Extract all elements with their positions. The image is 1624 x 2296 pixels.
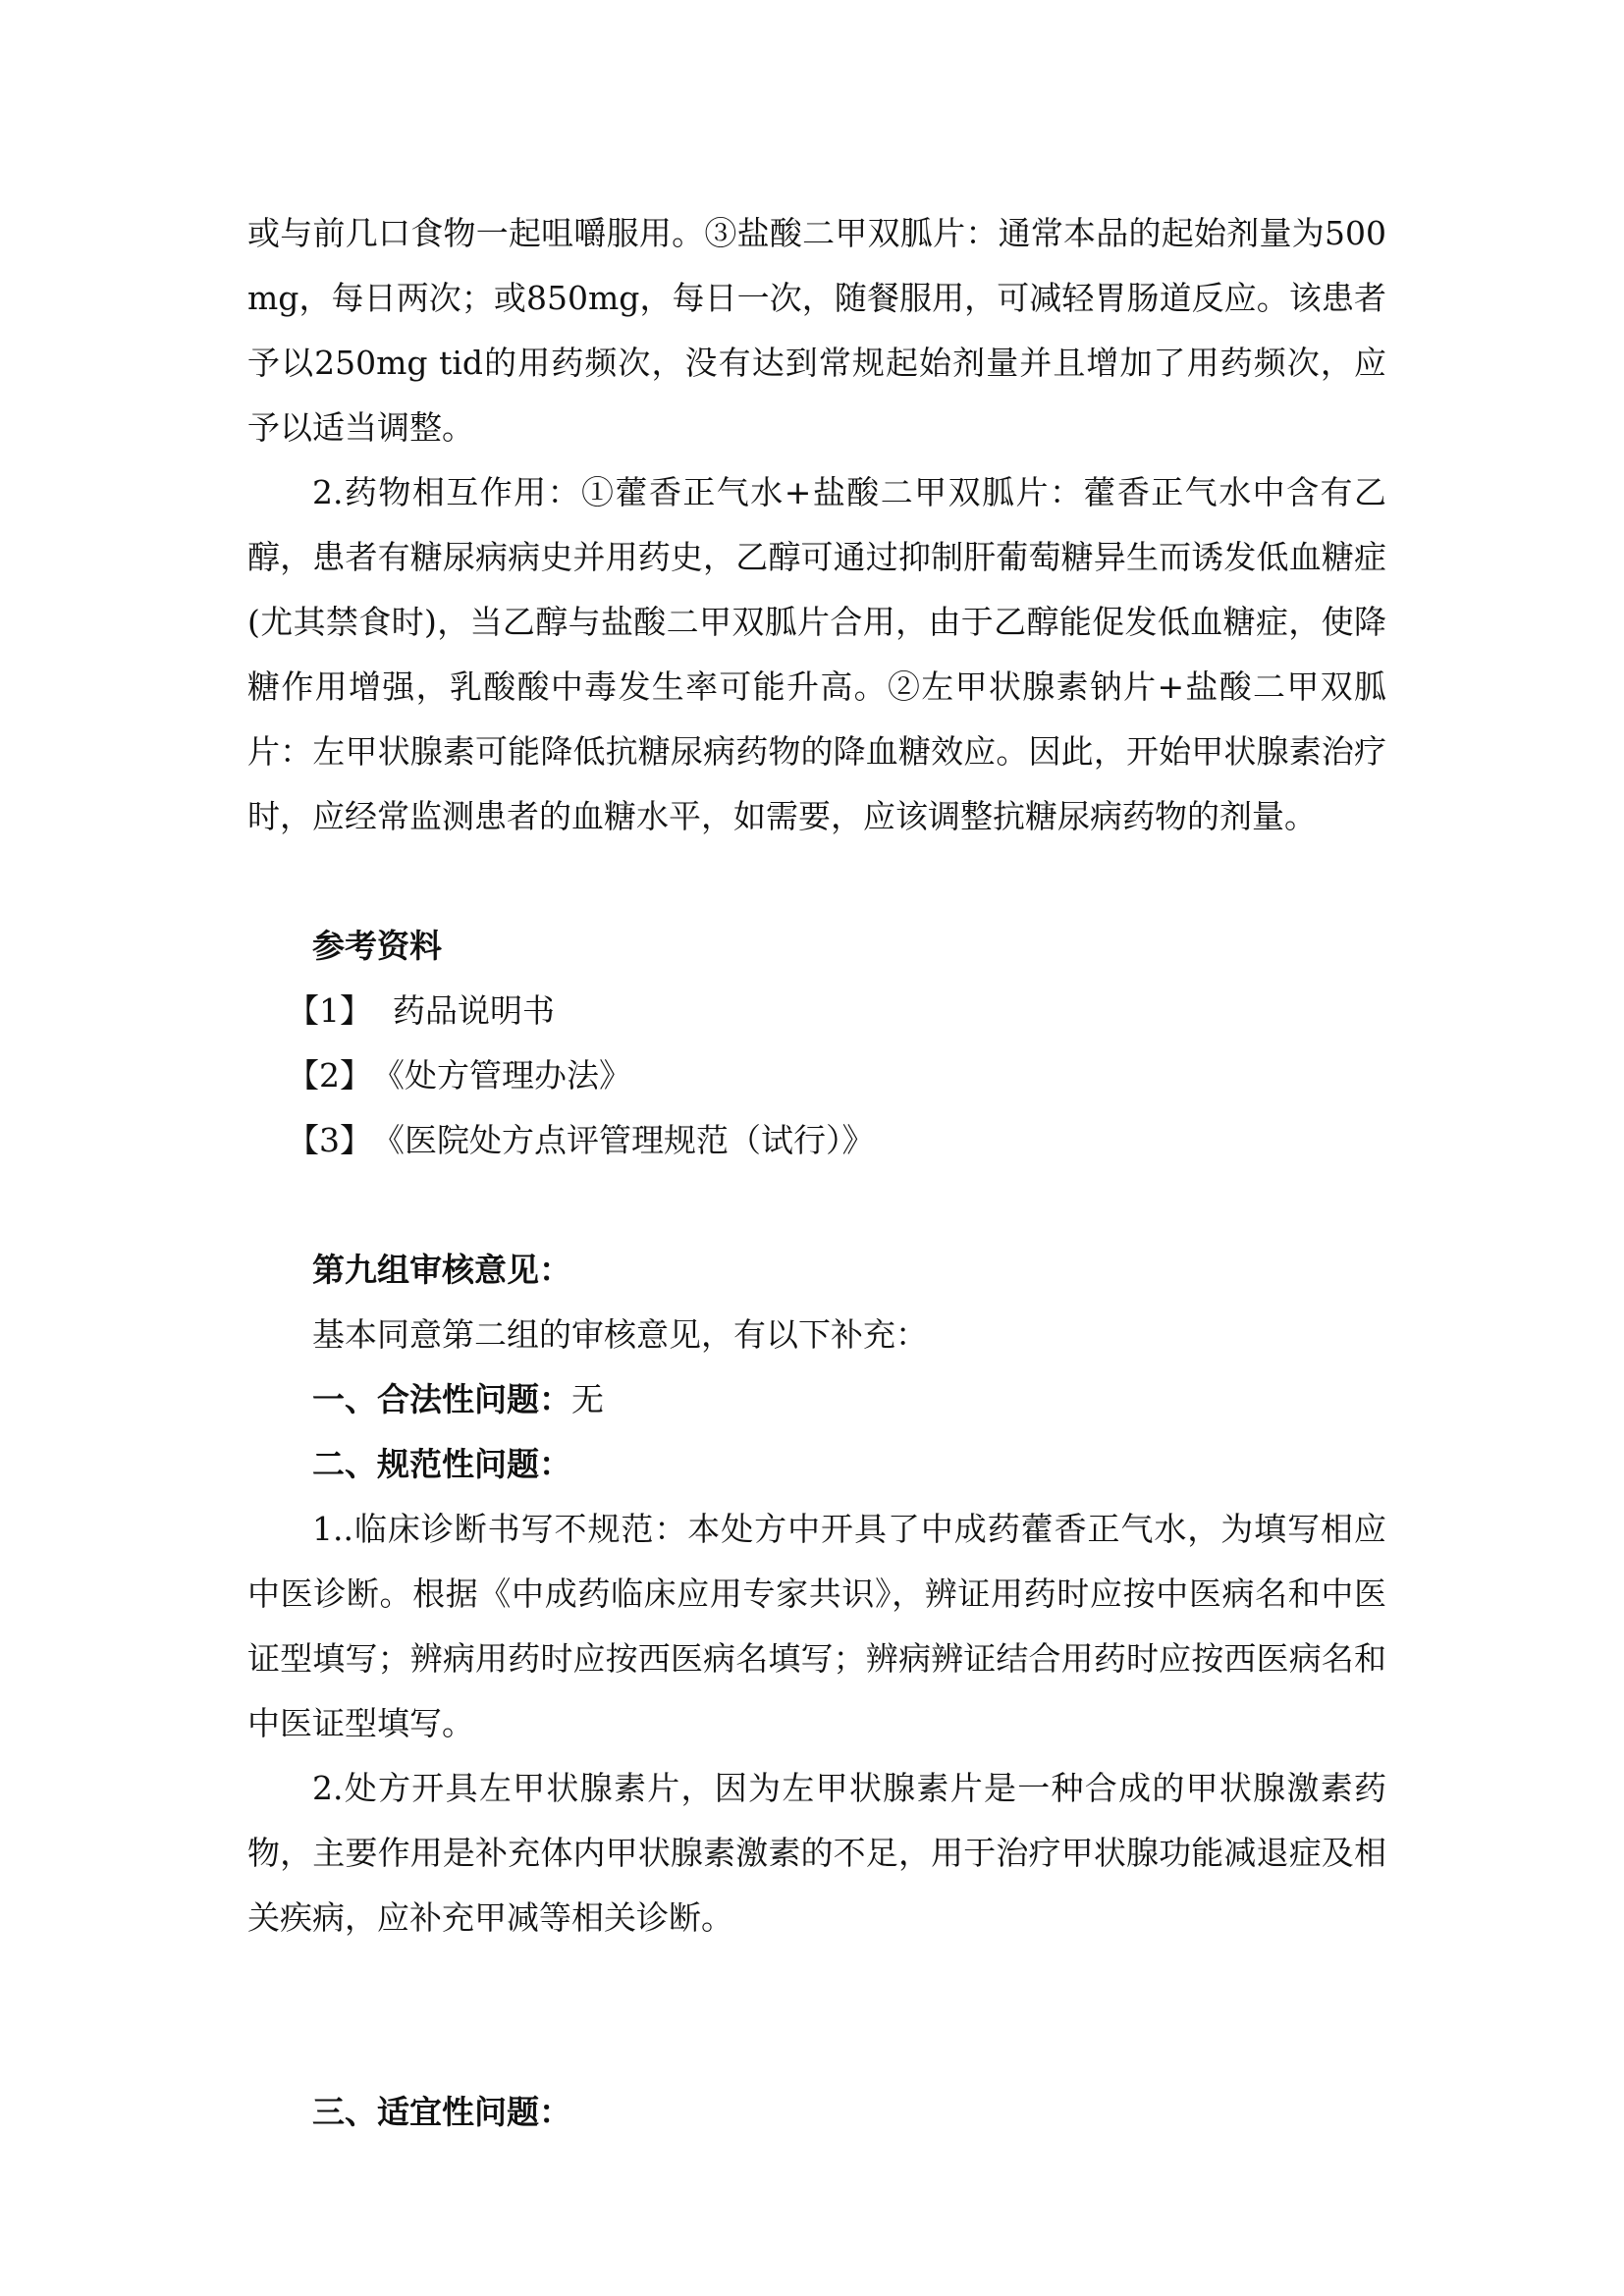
reference-number: 【3】: [287, 1121, 372, 1159]
section-standard-paragraph-1: 1..临床诊断书写不规范：本处方中开具了中成药藿香正气水，为填写相应中医诊断。根据《中成药临床应用专家共识》，辨证用药时应按中医病名和中医证型填写；辨病用药时应按西医病名填写；辨病辨证结合用药时应按西医病名和中医证型填写。: [247, 1510, 1386, 1742]
section-legality-title: 一、合法性问题：: [312, 1380, 571, 1418]
body-paragraph-interactions: 2.药物相互作用：①藿香正气水+盐酸二甲双胍片：藿香正气水中含有乙醇，患者有糖尿病病史并用药史，乙醇可通过抑制肝葡萄糖异生而诱发低血糖症(尤其禁食时)，当乙醇与盐酸二甲双胍片合用，由于乙醇能促发低血糖症，使降糖作用增强，乳酸酸中毒发生率可能升高。②左甲状腺素钠片+盐酸二甲双胍片：左甲状腺素可能降低抗糖尿病药物的降血糖效应。因此，开始甲状腺素治疗时，应经常监测患者的血糖水平，如需要，应该调整抗糖尿病药物的剂量。: [247, 473, 1386, 835]
reference-text: 药品说明书: [372, 991, 555, 1030]
reference-number: 【1】: [287, 991, 372, 1030]
section-legality: [247, 1367, 1386, 1432]
section-legality-value: 无: [571, 1380, 604, 1418]
section-standard-paragraph-2: 2.处方开具左甲状腺素片，因为左甲状腺素片是一种合成的甲状腺激素药物，主要作用是补充体内甲状腺素激素的不足，用于治疗甲状腺功能减退症及相关疾病，应补充甲减等相关诊断。: [247, 1769, 1386, 1937]
spacer: [247, 849, 1386, 914]
section-standard-title: 二、规范性问题：: [312, 1445, 571, 1483]
reference-text: 《医院处方点评管理规范（试行）》: [372, 1121, 875, 1159]
reference-item: [247, 1043, 1386, 1108]
reference-text: 《处方管理办法》: [372, 1056, 631, 1095]
body-paragraph-dosage: 或与前几口食物一起咀嚼服用。③盐酸二甲双胍片：通常本品的起始剂量为500mg，每日两次；或850mg，每日一次，随餐服用，可减轻胃肠道反应。该患者予以250mg tid的用药频次，没有达到常规起始剂量并且增加了用药频次，应予以适当调整。: [247, 214, 1386, 447]
review-intro: 基本同意第二组的审核意见，有以下补充：: [312, 1315, 928, 1354]
spacer: [247, 1173, 1386, 1238]
reference-number: 【2】: [287, 1056, 372, 1095]
reference-item: [247, 979, 1386, 1043]
spacer: [247, 1950, 1386, 2080]
references-heading: 参考资料: [312, 927, 442, 965]
document-content: [247, 201, 1386, 2145]
section-appropriateness-title: 三、适宜性问题：: [312, 2093, 571, 2131]
reference-item: [247, 1108, 1386, 1173]
review-heading: 第九组审核意见：: [312, 1251, 571, 1289]
